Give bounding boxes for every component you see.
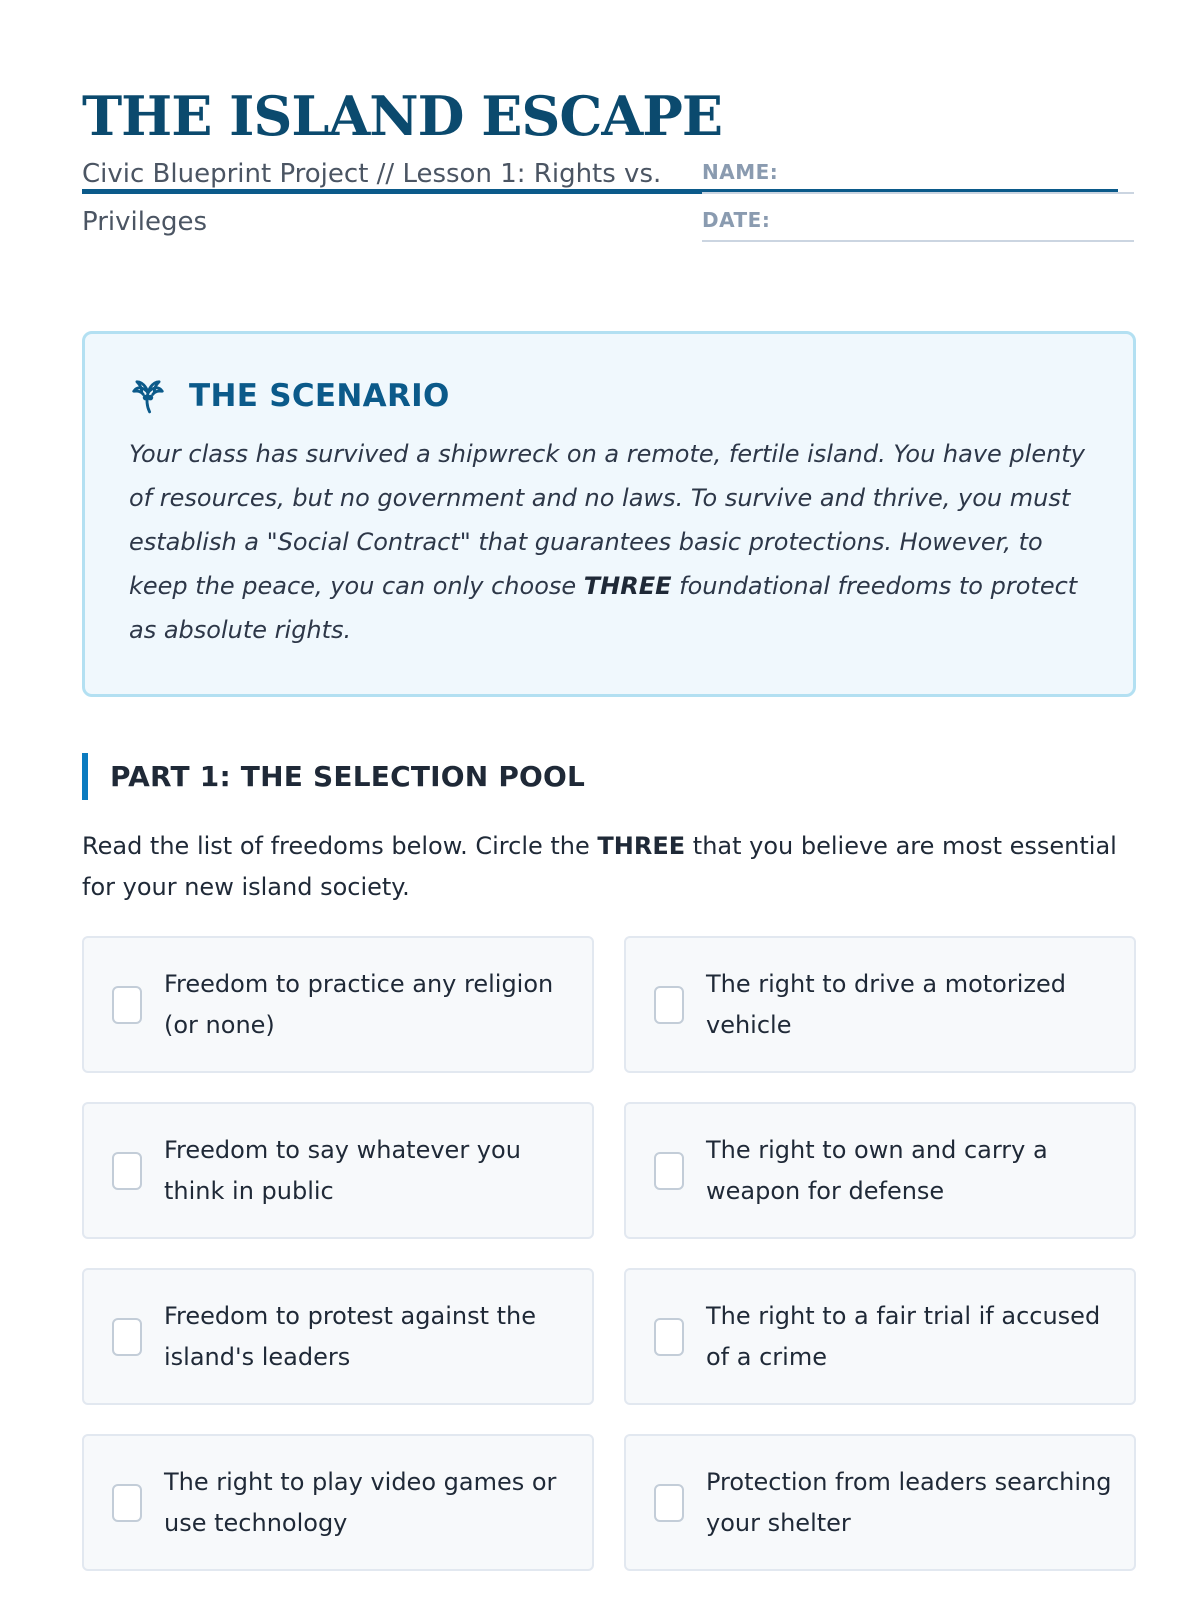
part-1-heading: PART 1: THE SELECTION POOL [82, 753, 585, 800]
option-card[interactable] [624, 1434, 1136, 1571]
scenario-header [129, 374, 1089, 418]
worksheet-header [82, 0, 1118, 237]
option-card[interactable] [82, 1102, 594, 1239]
option-card[interactable] [624, 1268, 1136, 1405]
scenario-box [82, 331, 1136, 697]
option-checkbox[interactable] [112, 1318, 142, 1356]
palm-tree-icon [129, 377, 167, 415]
name-label: NAME: [702, 160, 779, 184]
scenario-emphasis: THREE [583, 572, 672, 600]
option-label: The right to play video games or use technology [164, 1467, 557, 1537]
page-subtitle: Civic Blueprint Project // Lesson 1: Rights vs. Privileges [82, 159, 662, 237]
option-checkbox[interactable] [112, 1152, 142, 1190]
option-checkbox[interactable] [112, 986, 142, 1024]
option-label: The right to a fair trial if accused of a crime [706, 1301, 1101, 1371]
date-field[interactable] [702, 204, 1134, 242]
selection-pool-grid [82, 936, 1136, 1571]
option-checkbox[interactable] [112, 1484, 142, 1522]
option-card[interactable] [82, 936, 594, 1073]
option-checkbox[interactable] [654, 1318, 684, 1356]
option-card[interactable] [624, 936, 1136, 1073]
option-label: Protection from leaders searching your shelter [706, 1467, 1112, 1537]
option-label: Freedom to practice any religion (or none) [164, 969, 554, 1039]
option-card[interactable] [624, 1102, 1136, 1239]
date-label: DATE: [702, 208, 771, 232]
instructions-emphasis: THREE [597, 832, 686, 860]
option-checkbox[interactable] [654, 1484, 684, 1522]
option-card[interactable] [82, 1268, 594, 1405]
student-info-fields [702, 156, 1134, 252]
option-label: Freedom to say whatever you think in public [164, 1135, 521, 1205]
option-checkbox[interactable] [654, 1152, 684, 1190]
option-card[interactable] [82, 1434, 594, 1571]
name-field[interactable] [702, 156, 1134, 194]
part-1-instructions: Read the list of freedoms below. Circle the THREE that you believe are most essential for your new island society. [82, 832, 1117, 901]
scenario-text: Your class has survived a shipwreck on a remote, fertile island. You have plenty of resources, but no government and no laws. To survive and thrive, you must establish a "Social Contract" that guarantees basic protections. However, to keep the peace, you can only choose THREE foundational freedoms to protect as absolute rights. [129, 440, 1085, 644]
option-label: Freedom to protest against the island's leaders [164, 1301, 537, 1371]
option-label: The right to drive a motorized vehicle [706, 969, 1066, 1039]
page-title: THE ISLAND ESCAPE [82, 84, 723, 148]
option-checkbox[interactable] [654, 986, 684, 1024]
option-label: The right to own and carry a weapon for defense [706, 1135, 1048, 1205]
scenario-title: THE SCENARIO [189, 378, 450, 414]
